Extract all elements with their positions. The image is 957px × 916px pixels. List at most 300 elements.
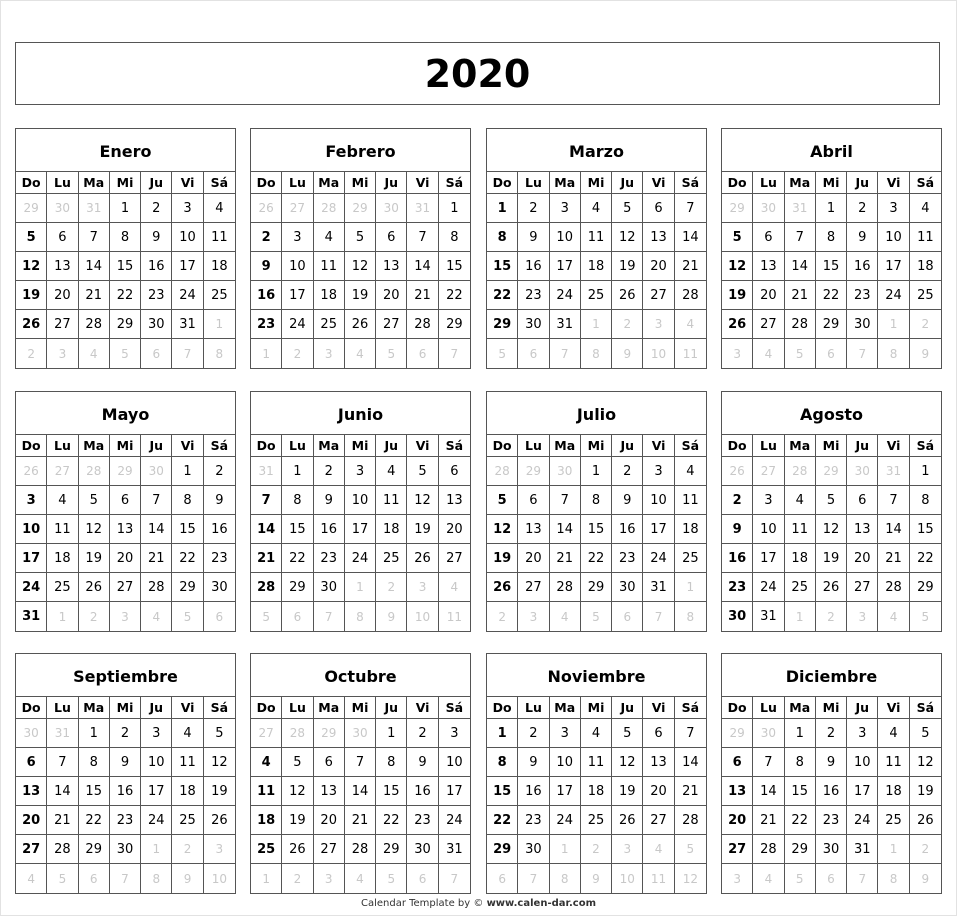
- weekday-header: Lu: [753, 172, 784, 194]
- day-cell: 14: [785, 252, 816, 281]
- day-cell: 12: [345, 252, 376, 281]
- day-cell: 28: [141, 573, 172, 602]
- day-cell: 2: [407, 719, 438, 748]
- adjacent-month-day: 5: [581, 602, 612, 631]
- adjacent-month-day: 6: [282, 602, 313, 631]
- adjacent-month-day: 2: [487, 602, 518, 631]
- adjacent-month-day: 29: [722, 719, 753, 748]
- weekday-header: Ma: [550, 172, 581, 194]
- day-cell: 10: [172, 223, 203, 252]
- day-cell: 16: [518, 252, 549, 281]
- day-cell: 4: [910, 194, 941, 223]
- day-cell: 27: [110, 573, 141, 602]
- day-cell: 2: [518, 194, 549, 223]
- adjacent-month-day: 26: [722, 457, 753, 486]
- adjacent-month-day: 2: [282, 339, 313, 368]
- day-cell: 21: [345, 806, 376, 835]
- adjacent-month-day: 26: [251, 194, 282, 223]
- adjacent-month-day: 2: [612, 310, 643, 339]
- weekday-header: Lu: [753, 697, 784, 719]
- weekday-header: Vi: [407, 172, 438, 194]
- day-cell: 28: [79, 310, 110, 339]
- day-cell: 9: [141, 223, 172, 252]
- day-cell: 21: [878, 544, 909, 573]
- month-septiembre: [15, 653, 236, 894]
- day-cell: 21: [79, 281, 110, 310]
- day-cell: 12: [16, 252, 47, 281]
- adjacent-month-day: 29: [722, 194, 753, 223]
- weekday-header: Lu: [518, 697, 549, 719]
- day-cell: 28: [753, 835, 784, 864]
- day-cell: 27: [376, 310, 407, 339]
- day-cell: 1: [910, 457, 941, 486]
- weekday-header: Lu: [282, 697, 313, 719]
- day-cell: 30: [612, 573, 643, 602]
- day-cell: 25: [204, 281, 235, 310]
- day-cell: 10: [753, 515, 784, 544]
- weekday-header: Do: [251, 697, 282, 719]
- adjacent-month-day: 29: [816, 457, 847, 486]
- day-cell: 5: [816, 486, 847, 515]
- day-cell: 21: [785, 281, 816, 310]
- day-cell: 19: [407, 515, 438, 544]
- adjacent-month-day: 7: [847, 864, 878, 893]
- day-cell: 24: [550, 806, 581, 835]
- adjacent-month-day: 29: [110, 457, 141, 486]
- month-grid: [722, 172, 941, 368]
- weekday-header: Mi: [816, 172, 847, 194]
- day-cell: 27: [47, 310, 78, 339]
- adjacent-month-day: 7: [518, 864, 549, 893]
- adjacent-month-day: 29: [345, 194, 376, 223]
- day-cell: 17: [550, 777, 581, 806]
- weekday-header: Mi: [345, 172, 376, 194]
- day-cell: 20: [110, 544, 141, 573]
- day-cell: 19: [16, 281, 47, 310]
- weekday-header: Mi: [581, 435, 612, 457]
- day-cell: 21: [141, 544, 172, 573]
- day-cell: 25: [172, 806, 203, 835]
- month-grid: [16, 172, 235, 368]
- day-cell: 22: [282, 544, 313, 573]
- day-cell: 13: [753, 252, 784, 281]
- month-name: Noviembre: [487, 654, 706, 697]
- day-cell: 17: [847, 777, 878, 806]
- weekday-header: Ju: [141, 172, 172, 194]
- weekday-header: Sá: [439, 172, 470, 194]
- day-cell: 19: [722, 281, 753, 310]
- adjacent-month-day: 5: [487, 339, 518, 368]
- day-cell: 4: [581, 719, 612, 748]
- day-cell: 8: [172, 486, 203, 515]
- day-cell: 4: [251, 748, 282, 777]
- day-cell: 17: [141, 777, 172, 806]
- weekday-header: Vi: [172, 697, 203, 719]
- adjacent-month-day: 30: [753, 194, 784, 223]
- day-cell: 30: [110, 835, 141, 864]
- weekday-header: Do: [16, 172, 47, 194]
- day-cell: 17: [550, 252, 581, 281]
- day-cell: 7: [251, 486, 282, 515]
- weekday-header: Ju: [141, 697, 172, 719]
- day-cell: 5: [282, 748, 313, 777]
- day-cell: 12: [407, 486, 438, 515]
- weekday-header: Ju: [612, 435, 643, 457]
- adjacent-month-day: 31: [79, 194, 110, 223]
- adjacent-month-day: 7: [110, 864, 141, 893]
- day-cell: 5: [722, 223, 753, 252]
- weekday-header: Ju: [141, 435, 172, 457]
- weekday-header: Ma: [550, 435, 581, 457]
- weekday-header: Sá: [910, 697, 941, 719]
- day-cell: 6: [376, 223, 407, 252]
- day-cell: 7: [47, 748, 78, 777]
- day-cell: 29: [282, 573, 313, 602]
- adjacent-month-day: 28: [487, 457, 518, 486]
- day-cell: 14: [753, 777, 784, 806]
- day-cell: 22: [110, 281, 141, 310]
- adjacent-month-day: 5: [376, 339, 407, 368]
- weekday-header: Mi: [110, 697, 141, 719]
- month-octubre: [250, 653, 471, 894]
- day-cell: 10: [282, 252, 313, 281]
- day-cell: 4: [581, 194, 612, 223]
- day-cell: 8: [487, 748, 518, 777]
- day-cell: 8: [910, 486, 941, 515]
- adjacent-month-day: 1: [878, 310, 909, 339]
- weekday-header: Mi: [110, 435, 141, 457]
- day-cell: 8: [110, 223, 141, 252]
- weekday-header: Mi: [816, 435, 847, 457]
- day-cell: 30: [722, 602, 753, 631]
- weekday-header: Sá: [910, 172, 941, 194]
- weekday-header: Do: [722, 697, 753, 719]
- day-cell: 29: [439, 310, 470, 339]
- month-name: Octubre: [251, 654, 470, 697]
- adjacent-month-day: 1: [204, 310, 235, 339]
- day-cell: 1: [172, 457, 203, 486]
- adjacent-month-day: 6: [215, 609, 224, 624]
- adjacent-month-day: 3: [314, 864, 345, 893]
- day-cell: 25: [376, 544, 407, 573]
- adjacent-month-day: 3: [204, 835, 235, 864]
- day-cell: 2: [722, 486, 753, 515]
- day-cell: 3: [878, 194, 909, 223]
- day-cell: 21: [753, 806, 784, 835]
- adjacent-month-day: 7: [550, 339, 581, 368]
- day-cell: 20: [47, 281, 78, 310]
- adjacent-month-day: 28: [79, 457, 110, 486]
- adjacent-month-day: 30: [16, 719, 47, 748]
- weekday-header: Lu: [47, 435, 78, 457]
- month-name: Abril: [722, 129, 941, 172]
- weekday-header: Vi: [172, 435, 203, 457]
- day-cell: 16: [314, 515, 345, 544]
- day-cell: 26: [79, 573, 110, 602]
- day-cell: 2: [204, 457, 235, 486]
- day-cell: 26: [16, 310, 47, 339]
- day-cell: 18: [910, 252, 941, 281]
- adjacent-month-day: 7: [847, 339, 878, 368]
- day-cell: 11: [910, 223, 941, 252]
- day-cell: 7: [753, 748, 784, 777]
- month-name: Junio: [251, 392, 470, 435]
- day-cell: 1: [439, 194, 470, 223]
- adjacent-month-day: 11: [446, 609, 462, 624]
- day-cell: 16: [251, 281, 282, 310]
- day-cell: 28: [407, 310, 438, 339]
- day-cell: 15: [487, 777, 518, 806]
- day-cell: 23: [816, 806, 847, 835]
- adjacent-month-day: 3: [314, 339, 345, 368]
- day-cell: 1: [282, 457, 313, 486]
- adjacent-month-day: 7: [172, 339, 203, 368]
- weekday-header: Ju: [847, 435, 878, 457]
- weekday-header: Ju: [612, 172, 643, 194]
- weekday-header: Vi: [643, 435, 674, 457]
- weekday-header: Ma: [550, 697, 581, 719]
- day-cell: 10: [550, 748, 581, 777]
- day-cell: 6: [643, 719, 674, 748]
- day-cell: 24: [141, 806, 172, 835]
- weekday-header: Mi: [581, 172, 612, 194]
- day-cell: 28: [785, 310, 816, 339]
- day-cell: 26: [722, 310, 753, 339]
- weekday-header: Sá: [204, 172, 235, 194]
- day-cell: 3: [643, 457, 674, 486]
- day-cell: 5: [612, 194, 643, 223]
- day-cell: 6: [314, 748, 345, 777]
- day-cell: 22: [439, 281, 470, 310]
- adjacent-month-day: 30: [345, 719, 376, 748]
- day-cell: 28: [878, 573, 909, 602]
- day-cell: 25: [581, 806, 612, 835]
- day-cell: 11: [785, 515, 816, 544]
- day-cell: 20: [722, 806, 753, 835]
- day-cell: 3: [282, 223, 313, 252]
- day-cell: 12: [910, 748, 941, 777]
- day-cell: 15: [785, 777, 816, 806]
- day-cell: 1: [79, 719, 110, 748]
- day-cell: 13: [722, 777, 753, 806]
- weekday-header: Lu: [47, 172, 78, 194]
- day-cell: 13: [518, 515, 549, 544]
- day-cell: 16: [407, 777, 438, 806]
- weekday-header: Vi: [407, 697, 438, 719]
- day-cell: 13: [110, 515, 141, 544]
- day-cell: 3: [847, 719, 878, 748]
- day-cell: 13: [643, 748, 674, 777]
- adjacent-month-day: 31: [407, 194, 438, 223]
- day-cell: 25: [675, 544, 706, 573]
- weekday-header: Ju: [847, 697, 878, 719]
- day-cell: 10: [847, 748, 878, 777]
- day-cell: 29: [785, 835, 816, 864]
- adjacent-month-day: 5: [921, 609, 930, 624]
- adjacent-month-day: 31: [251, 457, 282, 486]
- day-cell: 24: [878, 281, 909, 310]
- day-cell: 15: [910, 515, 941, 544]
- weekday-header: Ju: [847, 172, 878, 194]
- day-cell: 16: [722, 544, 753, 573]
- month-name: Julio: [487, 392, 706, 435]
- month-grid: [722, 697, 941, 893]
- day-cell: 25: [314, 310, 345, 339]
- adjacent-month-day: 31: [878, 457, 909, 486]
- day-cell: 27: [643, 806, 674, 835]
- day-cell: 12: [722, 252, 753, 281]
- adjacent-month-day: 1: [345, 573, 376, 602]
- adjacent-month-day: 31: [785, 194, 816, 223]
- adjacent-month-day: 6: [816, 864, 847, 893]
- day-cell: 27: [847, 573, 878, 602]
- day-cell: 24: [16, 573, 47, 602]
- month-abril: [721, 128, 942, 369]
- adjacent-month-day: 29: [16, 194, 47, 223]
- day-cell: 11: [581, 223, 612, 252]
- month-grid: [251, 697, 470, 893]
- day-cell: 19: [79, 544, 110, 573]
- adjacent-month-day: 3: [722, 339, 753, 368]
- day-cell: 14: [141, 515, 172, 544]
- adjacent-month-day: 31: [47, 719, 78, 748]
- day-cell: 13: [16, 777, 47, 806]
- day-cell: 2: [141, 194, 172, 223]
- day-cell: 23: [722, 573, 753, 602]
- day-cell: 27: [439, 544, 470, 573]
- adjacent-month-day: 3: [47, 339, 78, 368]
- day-cell: 27: [518, 573, 549, 602]
- weekday-header: Ma: [314, 697, 345, 719]
- weekday-header: Lu: [518, 172, 549, 194]
- adjacent-month-day: 6: [816, 339, 847, 368]
- day-cell: 30: [141, 310, 172, 339]
- weekday-header: Do: [16, 435, 47, 457]
- day-cell: 21: [47, 806, 78, 835]
- weekday-header: Sá: [675, 435, 706, 457]
- day-cell: 16: [141, 252, 172, 281]
- day-cell: 5: [407, 457, 438, 486]
- day-cell: 21: [550, 544, 581, 573]
- day-cell: 14: [251, 515, 282, 544]
- day-cell: 26: [816, 573, 847, 602]
- day-cell: 20: [16, 806, 47, 835]
- day-cell: 18: [172, 777, 203, 806]
- day-cell: 24: [172, 281, 203, 310]
- month-enero: [15, 128, 236, 369]
- adjacent-month-day: 28: [314, 194, 345, 223]
- day-cell: 24: [439, 806, 470, 835]
- day-cell: 29: [581, 573, 612, 602]
- day-cell: 18: [376, 515, 407, 544]
- day-cell: 16: [110, 777, 141, 806]
- adjacent-month-day: 27: [251, 719, 282, 748]
- adjacent-month-day: 6: [612, 602, 643, 631]
- adjacent-month-day: 1: [47, 602, 78, 631]
- adjacent-month-day: 4: [753, 864, 784, 893]
- day-cell: 15: [487, 252, 518, 281]
- adjacent-month-day: 4: [550, 602, 581, 631]
- weekday-header: Mi: [816, 697, 847, 719]
- adjacent-month-day: 1: [878, 835, 909, 864]
- day-cell: 24: [345, 544, 376, 573]
- day-cell: 1: [816, 194, 847, 223]
- day-cell: 3: [16, 486, 47, 515]
- day-cell: 8: [439, 223, 470, 252]
- day-cell: 12: [612, 748, 643, 777]
- day-cell: 5: [345, 223, 376, 252]
- day-cell: 29: [910, 573, 941, 602]
- day-cell: 25: [47, 573, 78, 602]
- day-cell: 9: [612, 486, 643, 515]
- day-cell: 23: [518, 806, 549, 835]
- day-cell: 23: [847, 281, 878, 310]
- day-cell: 22: [816, 281, 847, 310]
- day-cell: 18: [314, 281, 345, 310]
- weekday-header: Sá: [910, 435, 941, 457]
- day-cell: 26: [910, 806, 941, 835]
- day-cell: 11: [204, 223, 235, 252]
- day-cell: 19: [910, 777, 941, 806]
- adjacent-month-day: 5: [785, 864, 816, 893]
- day-cell: 1: [376, 719, 407, 748]
- month-diciembre: [721, 653, 942, 894]
- day-cell: 9: [204, 486, 235, 515]
- adjacent-month-day: 1: [675, 573, 706, 602]
- adjacent-month-day: 8: [878, 339, 909, 368]
- month-grid: [251, 172, 470, 368]
- weekday-header: Vi: [878, 435, 909, 457]
- adjacent-month-day: 4: [675, 310, 706, 339]
- month-name: Mayo: [16, 392, 235, 435]
- footer-site-link[interactable]: www.calen-dar.com: [486, 898, 597, 909]
- adjacent-month-day: 9: [921, 346, 930, 361]
- day-cell: 11: [878, 748, 909, 777]
- day-cell: 7: [675, 719, 706, 748]
- adjacent-month-day: 4: [345, 864, 376, 893]
- day-cell: 17: [643, 515, 674, 544]
- day-cell: 1: [487, 194, 518, 223]
- adjacent-month-day: 2: [16, 339, 47, 368]
- month-grid: [487, 697, 706, 893]
- weekday-header: Lu: [753, 435, 784, 457]
- day-cell: 9: [518, 748, 549, 777]
- day-cell: 9: [251, 252, 282, 281]
- day-cell: 30: [847, 310, 878, 339]
- day-cell: 3: [141, 719, 172, 748]
- day-cell: 25: [878, 806, 909, 835]
- day-cell: 25: [910, 281, 941, 310]
- day-cell: 28: [251, 573, 282, 602]
- day-cell: 26: [345, 310, 376, 339]
- day-cell: 10: [345, 486, 376, 515]
- day-cell: 1: [785, 719, 816, 748]
- day-cell: 16: [847, 252, 878, 281]
- weekday-header: Vi: [643, 172, 674, 194]
- day-cell: 4: [172, 719, 203, 748]
- day-cell: 5: [16, 223, 47, 252]
- day-cell: 7: [675, 194, 706, 223]
- day-cell: 20: [753, 281, 784, 310]
- day-cell: 29: [79, 835, 110, 864]
- day-cell: 10: [16, 515, 47, 544]
- day-cell: 25: [251, 835, 282, 864]
- day-cell: 24: [550, 281, 581, 310]
- adjacent-month-day: 3: [643, 310, 674, 339]
- adjacent-month-day: 8: [581, 339, 612, 368]
- day-cell: 19: [816, 544, 847, 573]
- day-cell: 31: [172, 310, 203, 339]
